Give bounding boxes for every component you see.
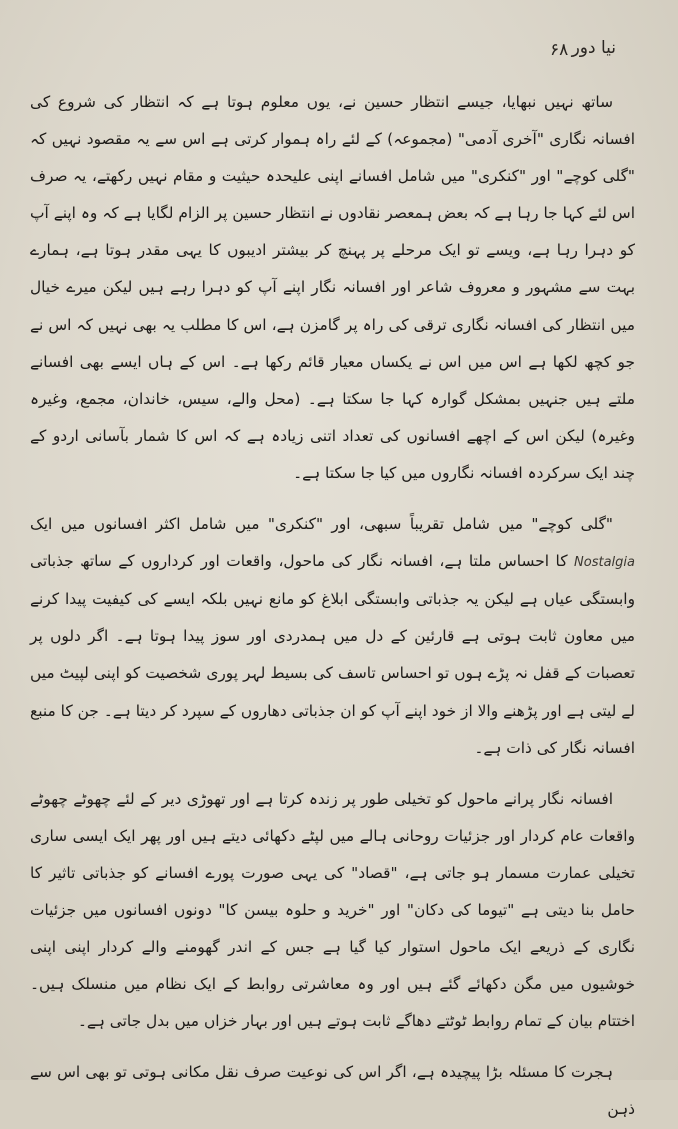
- paragraph-2: [30, 506, 635, 767]
- page-header: [40, 34, 638, 64]
- page-number: ۶۸: [550, 40, 569, 60]
- paragraph-2-text-start: "گلی کوچے" میں شامل تقریباً سبھی، اور "کنکری" میں شامل اکثر افسانوں میں ایک: [30, 515, 613, 534]
- paragraph-1: [30, 84, 635, 492]
- paragraph-4: [30, 1054, 635, 1128]
- paragraph-3: [30, 781, 635, 1041]
- paragraph-1-text: ساتھ نہیں نبھایا، جیسے انتظار حسین نے، یوں معلوم ہوتا ہے کہ انتظار کی شروع کی افسانہ نگاری "آخری آدمی" (مجموعہ) کے لئے راہ ہموار کرتی ہے اس سے یہ مقصود نہیں کہ "گلی کوچے" اور "کنکری" میں شامل افسانے اپنی علیحدہ حیثیت و مقام نہیں رکھتے، یہ صرف اس لئے کہا جا رہا ہے کہ بعض ہمعصر نقادوں نے انتظار حسین پر الزام لگایا ہے کہ وہ اپنے آپ کو دہرا رہا ہے، ویسے تو ایک مرحلے پر پہنچ کر بیشتر ادیبوں کا یہی مقدر ہوتا ہے، ہمارے بہت سے مشہور و معروف شاعر اور افسانہ نگار اپنے آپ کو دہرا رہے ہیں لیکن میرے خیال میں انتظار کی افسانہ نگاری ترقی کی راہ پر گامزن ہے، اس کا مطلب یہ بھی نہیں کہ اس نے جو کچھ لکھا ہے اس میں اس نے یکساں معیار قائم رکھا ہے۔ اس کے ہاں ایسے بھی افسانے ملتے ہیں جنہیں بمشکل گوارہ کہا جا سکتا ہے۔ (محل والے، سیس، خاندان، مجمع، وغیرہ وغیرہ) لیکن اس کے اچھے افسانوں کی تعداد اتنی زیادہ ہے کہ اس کا شمار بآسانی اردو کے چند ایک سرکردہ افسانہ نگاروں میں کیا جا سکتا ہے۔: [30, 93, 635, 482]
- paragraph-2-text-end: کا احساس ملتا ہے، افسانہ نگار کی ماحول، واقعات اور کرداروں کے ساتھ جذباتی وابستگی عیاں ہے لیکن یہ جذباتی وابستگی ابلاغ کو مانع نہیں بلکہ ایسے کی کیفیت پیدا کرنے میں معاون ثابت ہوتی ہے قارئین کے دل میں ہمدردی اور سوز پیدا ہوتا ہے۔ اگر دلوں پر تعصبات کے قفل نہ پڑے ہوں تو احساس تاسف کی بسیط لہر پوری شخصیت کو اپنی لپیٹ میں لے لیتی ہے اور پڑھنے والا از خود اپنے آپ کو ان جذباتی دھاروں کے سپرد کر دیتا ہے۔ جن کا منبع افسانہ نگار کی ذات ہے۔: [30, 552, 635, 757]
- running-title: نیا دور: [571, 38, 616, 58]
- paragraph-4-text: ہجرت کا مسئلہ بڑا پیچیدہ ہے، اگر اس کی نوعیت صرف نقل مکانی ہوتی تو بھی اس سے ذہن: [30, 1063, 635, 1119]
- body-text: [30, 84, 635, 1129]
- nostalgia-term: Nostalgia: [574, 555, 635, 571]
- paragraph-3-text: افسانہ نگار پرانے ماحول کو تخیلی طور پر زندہ کرتا ہے اور تھوڑی دیر کے لئے چھوٹے چھوٹے واقعات عام کردار اور جزئیات روحانی ہالے میں لپٹے دکھائی دیتے ہیں اور پھر ایک ایسی ساری تخیلی عمارت مسمار ہو جاتی ہے، "قصاد" کی یہی صورت پورے افسانے کو جذباتی تاثیر کا حامل بنا دیتی ہے "تیوما کی دکان" اور "خرید و حلوہ بیسن کا" دونوں افسانوں میں جزئیات نگاری کے ذریعے ایک ماحول استوار کیا گیا ہے جس کے اندر گھومنے والے کردار اپنی اپنی خوشیوں میں مگن دکھائے گئے ہیں اور وہ معاشرتی روابط کے ایک نظام میں منسلک ہیں۔ اختتام بیان کے تمام روابط ٹوٹتے دھاگے ثابت ہوتے ہیں اور بہار خزاں میں بدل جاتی ہے۔: [30, 789, 635, 1031]
